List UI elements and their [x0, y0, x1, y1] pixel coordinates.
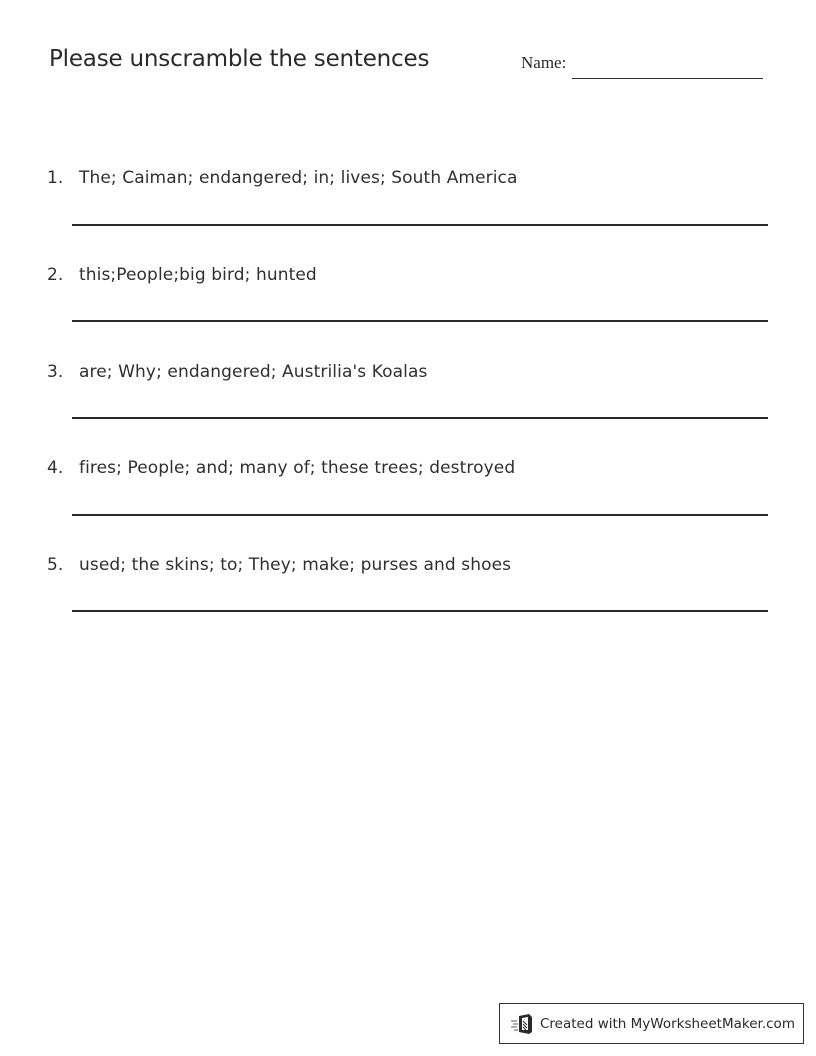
question-text: this;People;big bird; hunted [79, 265, 317, 285]
page-title: Please unscramble the sentences [49, 46, 430, 72]
footer-credit-text: Created with MyWorksheetMaker.com [540, 1015, 795, 1032]
name-label: Name: [521, 53, 567, 72]
question-text: The; Caiman; endangered; in; lives; South America [79, 168, 518, 188]
question-number: 5. [47, 555, 64, 575]
question-number: 3. [47, 362, 64, 382]
question-number: 1. [47, 168, 64, 188]
answer-line[interactable] [72, 610, 768, 612]
answer-line[interactable] [72, 514, 768, 516]
name-blank-line[interactable] [572, 78, 763, 79]
answer-line[interactable] [72, 417, 768, 419]
question-text: are; Why; endangered; Austrilia's Koalas [79, 362, 428, 382]
question-number: 4. [47, 458, 64, 478]
question-text: fires; People; and; many of; these trees; destroyed [79, 458, 516, 478]
worksheet-maker-logo-icon [510, 1013, 534, 1035]
name-field [521, 53, 763, 73]
question-text: used; the skins; to; They; make; purses and shoes [79, 555, 512, 575]
footer-credit-badge [499, 1003, 804, 1044]
answer-line[interactable] [72, 224, 768, 226]
question-number: 2. [47, 265, 64, 285]
answer-line[interactable] [72, 320, 768, 322]
